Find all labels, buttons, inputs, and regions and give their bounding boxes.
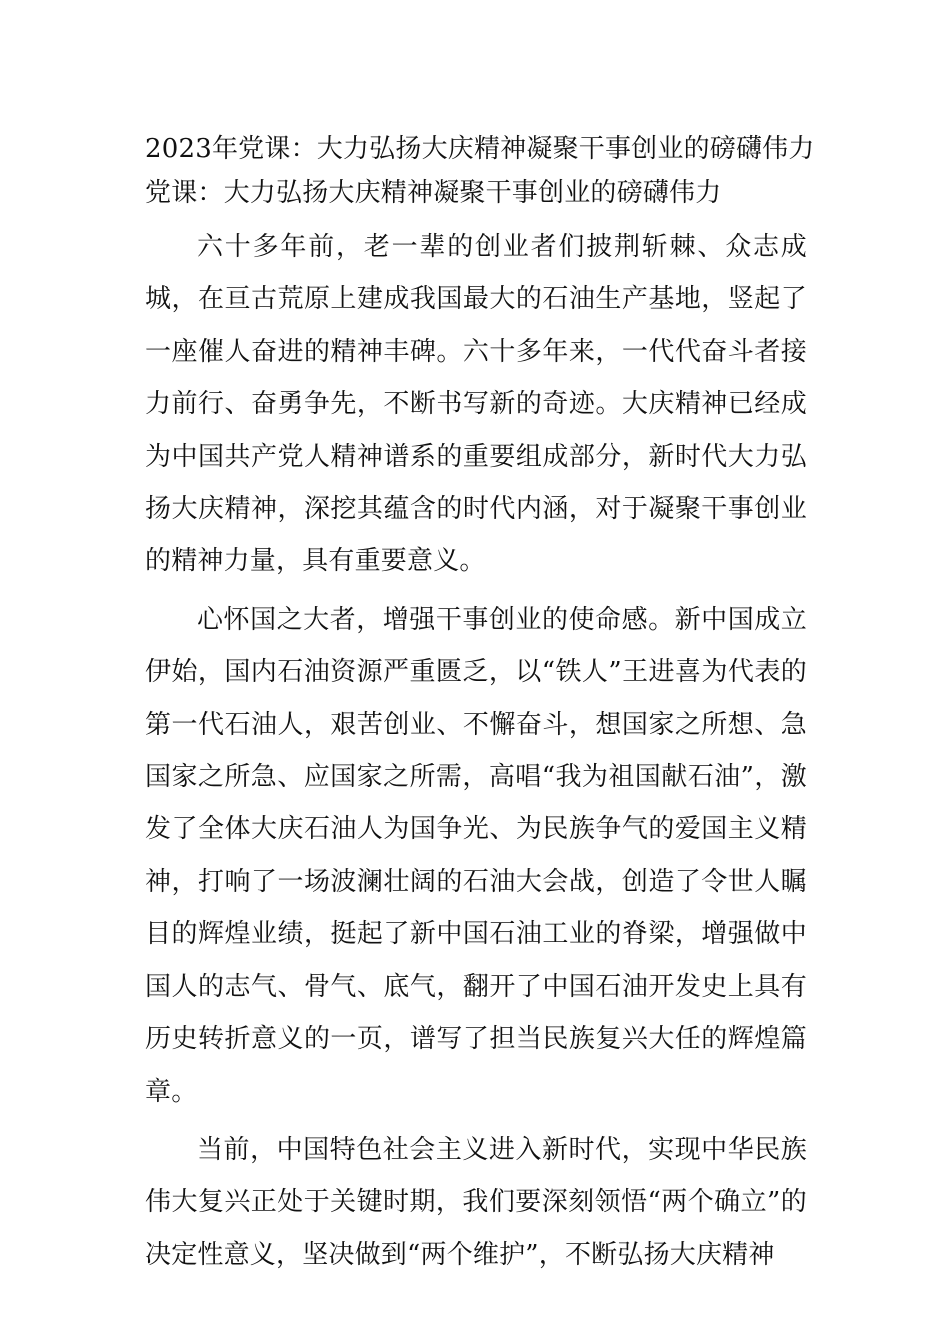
body-paragraph-2: 心怀国之大者，增强干事创业的使命感。新中国成立伊始，国内石油资源严重匮乏，以“铁人”王进喜为代表的第一代石油人，艰苦创业、不懈奋斗，想国家之所想、急国家之所急、应国家之所需，高唱“我为祖国献石油”，激发了全体大庆石油人为国争光、为民族争气的爱国主义精神，打响了一场波澜壮阔的石油大会战，创造了令世人瞩目的辉煌业绩，挺起了新中国石油工业的脊梁，增强做中国人的志气、骨气、底气，翻开了中国石油开发史上具有历史转折意义的一页，谱写了担当民族复兴大任的辉煌篇章。 xyxy=(145,604,807,1107)
document-title-line-2: 党课：大力弘扬大庆精神凝聚干事创业的磅礴伟力 xyxy=(145,178,722,208)
document-page xyxy=(145,127,815,1281)
body-paragraph-1: 六十多年前，老一辈的创业者们披荆斩棘、众志成城，在亘古荒原上建成我国最大的石油生产基地，竖起了一座催人奋进的精神丰碑。六十多年来，一代代奋斗者接力前行、奋勇争先，不断书写新的奇迹。大庆精神已经成为中国共产党人精神谱系的重要组成部分，新时代大力弘扬大庆精神，深挖其蕴含的时代内涵，对于凝聚干事创业的精神力量，具有重要意义。 xyxy=(145,232,807,577)
body-paragraph-3: 当前，中国特色社会主义进入新时代，实现中华民族伟大复兴正处于关键时期，我们要深刻领悟“两个确立”的决定性意义，坚决做到“两个维护”，不断弘扬大庆精神 xyxy=(145,1134,807,1270)
document-title-line-1: 2023年党课：大力弘扬大庆精神凝聚干事创业的磅礴伟力 xyxy=(145,134,815,164)
